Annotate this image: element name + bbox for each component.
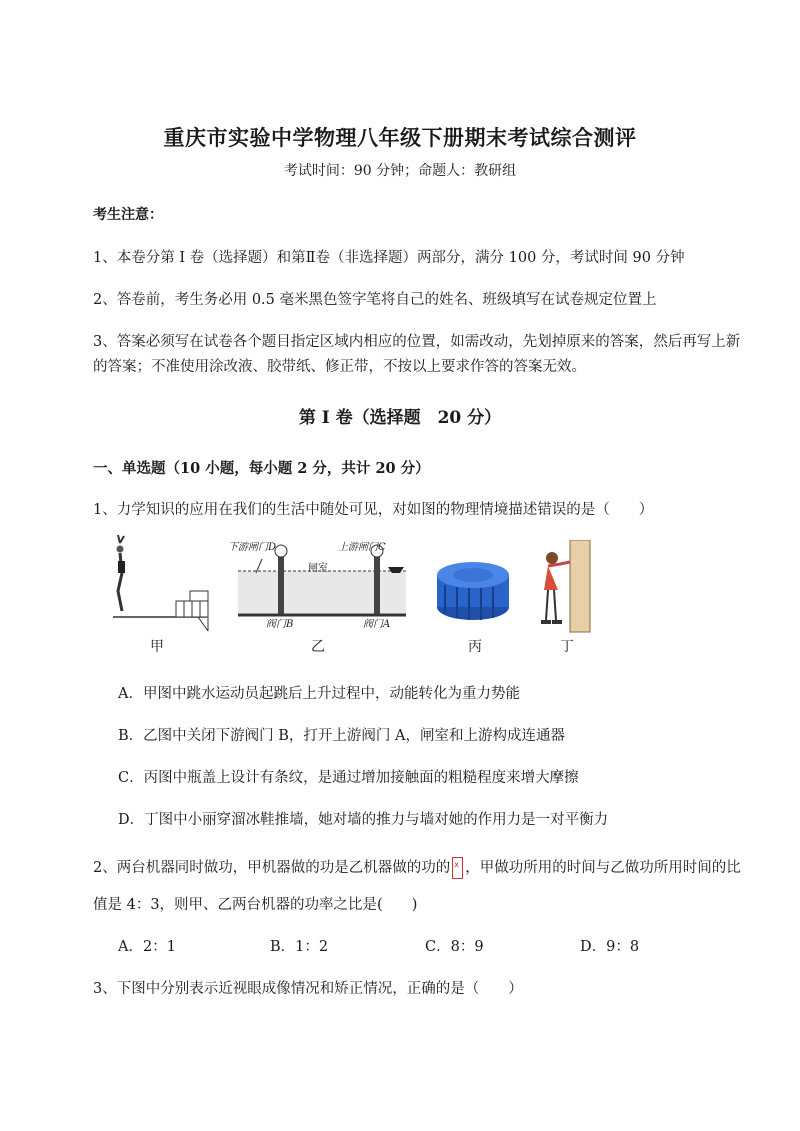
section-title: 第 I 卷（选择题 20 分） [298, 408, 502, 428]
fraction-placeholder-icon: x [452, 857, 463, 879]
note-item-3-cont: 的答案；不准使用涂改液、胶带纸、修正带，不按以上要求作答的答案无效。 [93, 359, 586, 375]
q1-option-b[interactable]: B．乙图中关闭下游阀门 B，打开上游阀门 A，闸室和上游构成连通器 [118, 728, 565, 744]
q2-option-d[interactable]: D．9：8 [580, 939, 640, 955]
diver-figure [108, 535, 218, 635]
q2-option-a[interactable]: A．2：1 [118, 939, 176, 955]
q3-stem: 3、下图中分别表示近视眼成像情况和矫正情况，正确的是（ ） [93, 981, 523, 997]
label-valve-b: 阀门B [266, 619, 294, 630]
question-group-heading: 一、单选题（10 小题，每小题 2 分，共计 20 分） [93, 460, 430, 477]
bottle-cap-figure [433, 555, 513, 625]
q2-stem-line2: 值是 4：3，则甲、乙两台机器的功率之比是( ) [93, 897, 418, 913]
exam-info: 考试时间：90 分钟；命题人：教研组 [283, 163, 517, 179]
label-gate-c: 上游闸门C [338, 542, 386, 553]
q1-figures [108, 535, 708, 660]
q1-option-a[interactable]: A．甲图中跳水运动员起跳后上升过程中，动能转化为重力势能 [118, 686, 520, 702]
page-title: 重庆市实验中学物理八年级下册期末考试综合测评 [163, 125, 637, 150]
girl-pushing-wall-figure [538, 540, 593, 635]
label-chamber: 闸室 [308, 563, 328, 574]
label-ding: 丁 [560, 639, 574, 655]
q1-stem: 1、力学知识的应用在我们的生活中随处可见，对如图的物理情境描述错误的是（ ） [93, 502, 654, 518]
q1-option-d[interactable]: D．丁图中小丽穿溜冰鞋推墙，她对墙的推力与墙对她的作用力是一对平衡力 [118, 812, 609, 828]
q2-option-c[interactable]: C．8：9 [425, 939, 484, 955]
label-yi: 乙 [311, 639, 325, 655]
note-item-2: 2、答卷前，考生务必用 0.5 毫米黑色签字笔将自己的姓名、班级填写在试卷规定位置上 [93, 292, 657, 308]
label-valve-a: 阀门A [363, 619, 391, 630]
note-item-3: 3、答案必须写在试卷各个题目指定区域内相应的位置，如需改动，先划掉原来的答案，然后再写上新 [93, 334, 741, 350]
label-bing: 丙 [468, 639, 482, 655]
label-gate-d: 下游闸门D [228, 542, 277, 553]
q1-option-c[interactable]: C．丙图中瓶盖上设计有条纹，是通过增加接触面的粗糙程度来增大摩擦 [118, 770, 579, 786]
label-jia: 甲 [150, 639, 164, 655]
notes-heading: 考生注意： [93, 207, 163, 223]
q2-stem-line1: 2、两台机器同时做功，甲机器做的功是乙机器做的功的 x ，甲做功所用的时间与乙做功所用时间的比 [93, 856, 741, 879]
note-item-1: 1、本卷分第 I 卷（选择题）和第Ⅱ卷（非选择题）两部分，满分 100 分，考试时间 90 分钟 [93, 250, 685, 266]
q2-option-b[interactable]: B．1：2 [270, 939, 329, 955]
